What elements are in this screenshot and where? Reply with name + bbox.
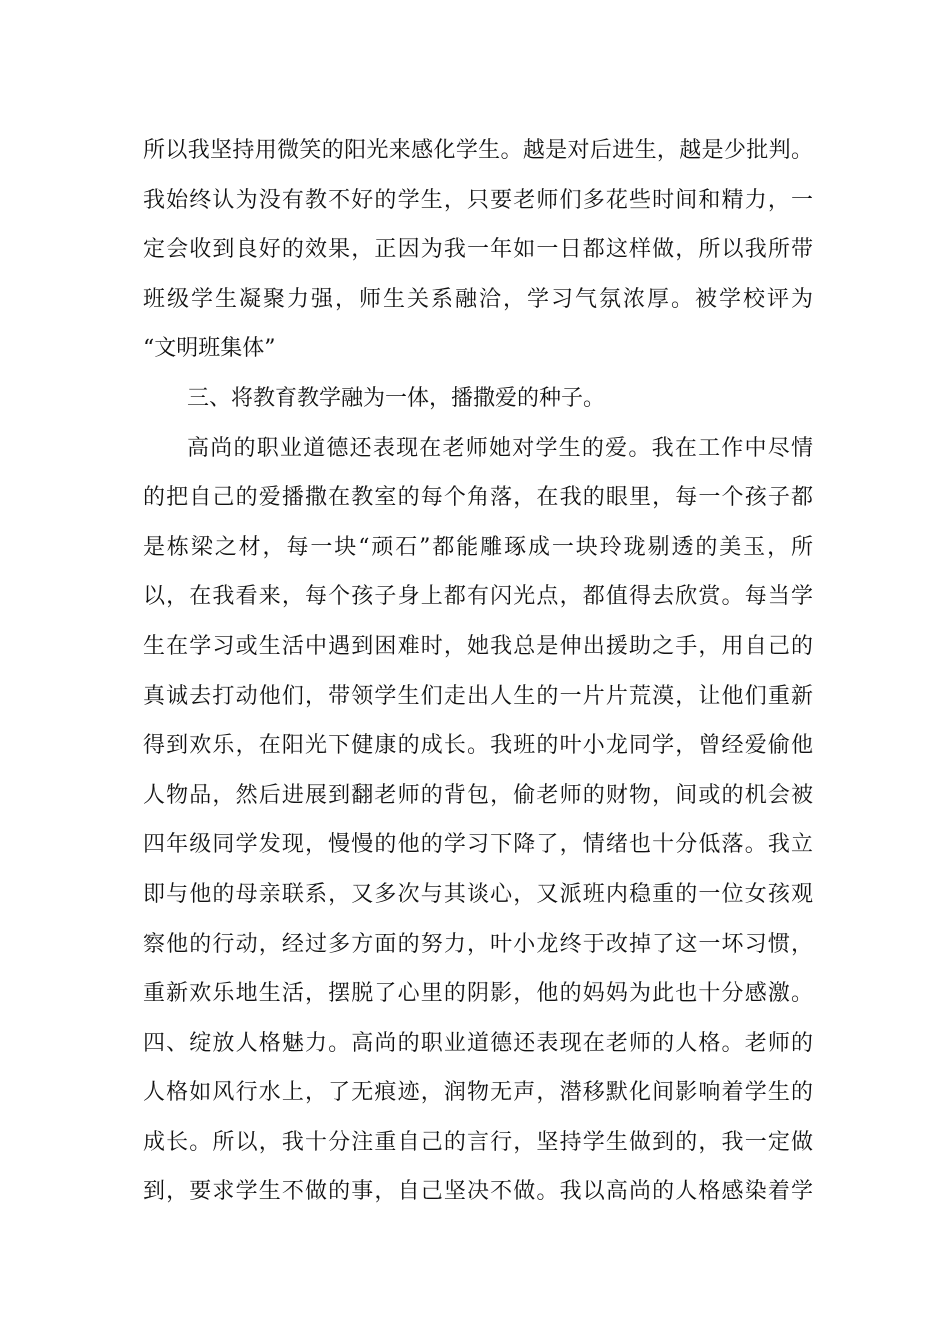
text-line: 即与他的母亲联系，又多次与其谈心，又派班内稳重的一位女孩观 [143, 881, 813, 907]
text-line: 是栋梁之材，每一块“顽石”都能雕琢成一块玲珑剔透的美玉，所 [143, 534, 813, 560]
text-line: 高尚的职业道德还表现在老师她对学生的爱。我在工作中尽情 [187, 435, 813, 461]
section-heading: 三、将教育教学融为一体，播撒爱的种子。 [187, 385, 606, 411]
text-line: “文明班集体” [143, 336, 276, 362]
text-line: 人物品，然后进展到翻老师的背包，偷老师的财物，间或的机会被 [143, 782, 813, 808]
text-line: 人格如风行水上，了无痕迹，润物无声，潜移默化间影响着学生的 [143, 1080, 813, 1106]
text-line: 成长。所以，我十分注重自己的言行，坚持学生做到的，我一定做 [143, 1129, 813, 1155]
document-body [143, 126, 813, 1217]
text-line: 四年级同学发现，慢慢的他的学习下降了，情绪也十分低落。我立 [143, 832, 813, 858]
text-line: 定会收到良好的效果，正因为我一年如一日都这样做，所以我所带 [143, 237, 813, 263]
text-line: 四、绽放人格魅力。高尚的职业道德还表现在老师的人格。老师的 [143, 1030, 813, 1056]
text-line: 真诚去打动他们，带领学生们走出人生的一片片荒漠，让他们重新 [143, 683, 813, 709]
text-line: 我始终认为没有教不好的学生，只要老师们多花些时间和精力，一 [143, 187, 813, 213]
text-line: 班级学生凝聚力强，师生关系融洽，学习气氛浓厚。被学校评为 [143, 286, 813, 312]
text-line: 以，在我看来，每个孩子身上都有闪光点，都值得去欣赏。每当学 [143, 584, 813, 610]
text-line: 重新欢乐地生活，摆脱了心里的阴影，他的妈妈为此也十分感激。 [143, 981, 813, 1007]
text-line: 的把自己的爱播撒在教室的每个角落，在我的眼里，每一个孩子都 [143, 485, 813, 511]
text-line: 察他的行动，经过多方面的努力，叶小龙终于改掉了这一坏习惯， [143, 931, 813, 957]
text-line: 得到欢乐，在阳光下健康的成长。我班的叶小龙同学，曾经爱偷他 [143, 733, 813, 759]
text-line: 所以我坚持用微笑的阳光来感化学生。越是对后进生，越是少批判。 [143, 138, 813, 163]
text-line: 到，要求学生不做的事，自己坚决不做。我以高尚的人格感染着学 [143, 1179, 813, 1205]
text-line: 生在学习或生活中遇到困难时，她我总是伸出援助之手，用自己的 [143, 633, 813, 659]
